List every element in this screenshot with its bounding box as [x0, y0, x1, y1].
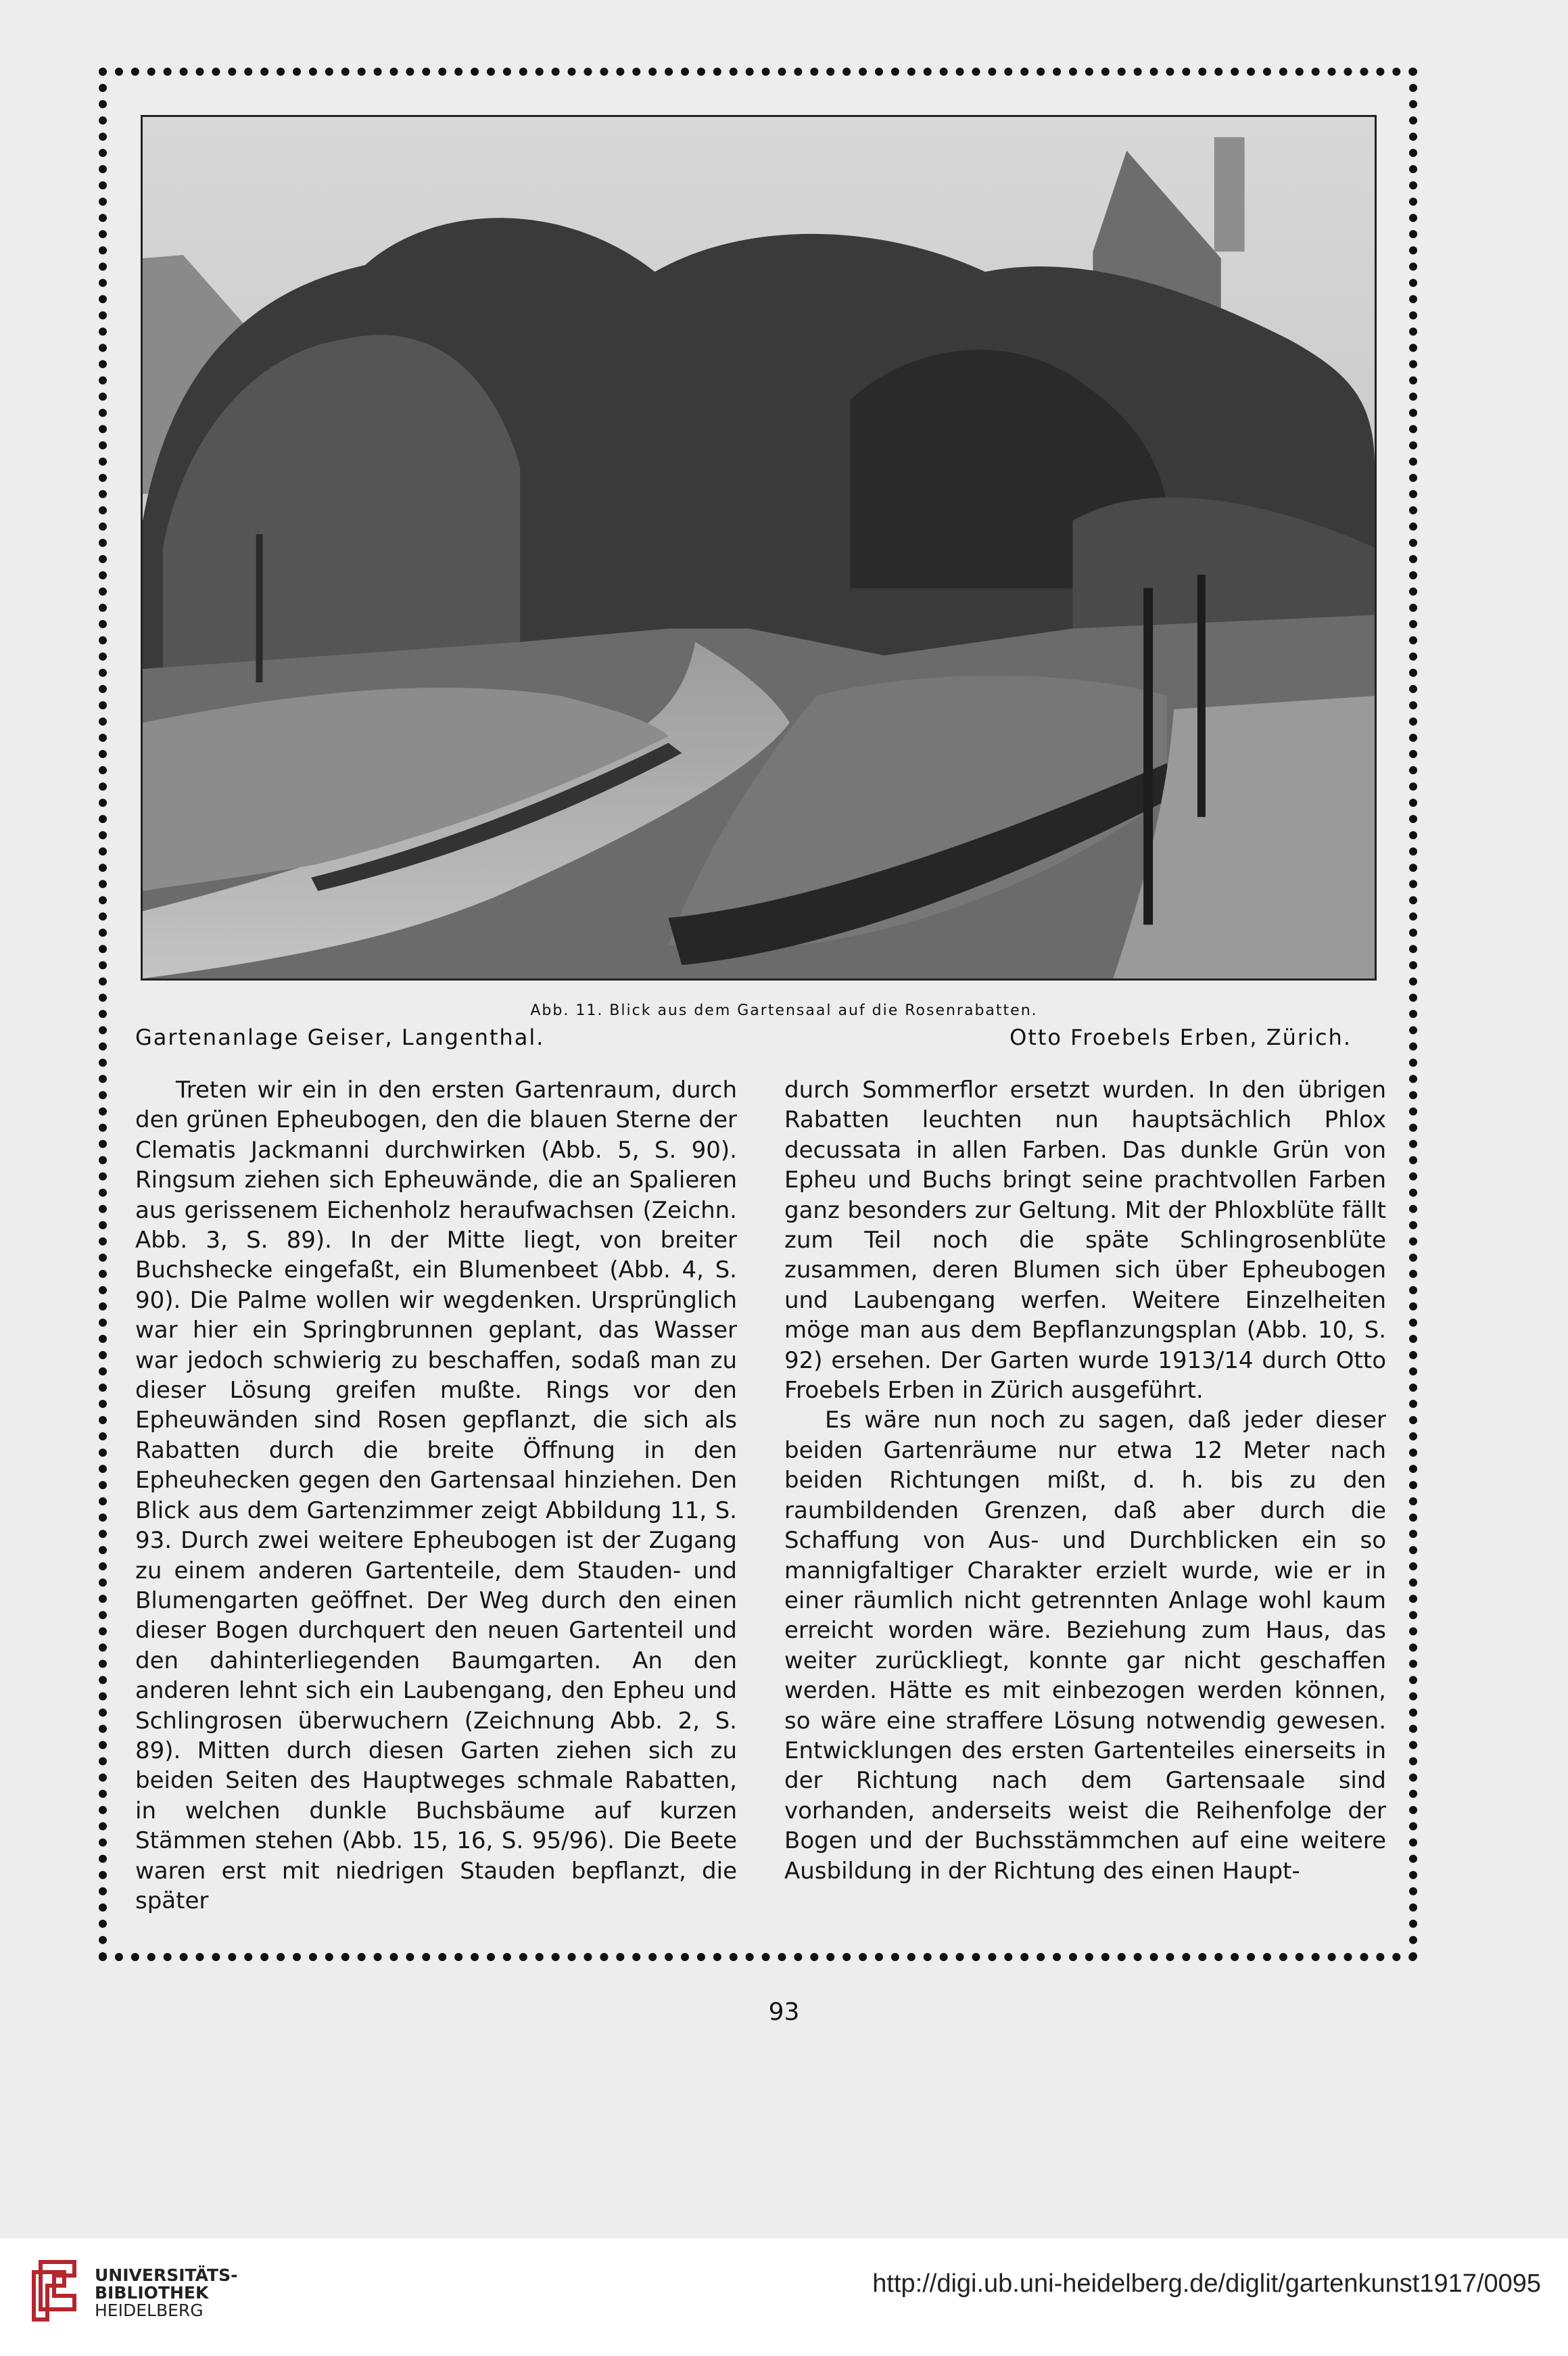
page-number: 93: [768, 1998, 800, 2026]
paragraph: Treten wir ein in den ersten Gartenraum, durch den grünen Epheubogen, den die blauen Sterne der Clematis Jackmanni durchwirken (Abb. 5, S. 90). Ringsum ziehen sich Epheuwände, die an Spalieren aus gerissenem Eichenholz heraufwachsen (Zeichn. Abb. 3, S. 89). In der Mitte liegt, von breiter Buchshecke eingefaßt, ein Blumenbeet (Abb. 4, S. 90). Die Palme wollen wir wegdenken. Ursprünglich war hier ein Springbrunnen geplant, das Wasser war jedoch schwierig zu beschaffen, sodaß man zu dieser Lösung greifen mußte. Rings vor den Epheuwänden sind Rosen gepflanzt, die sich als Rabatten durch die breite Öffnung in den Epheuhecken gegen den Gartensaal hinziehen. Den Blick aus dem Gartenzimmer zeigt Abbildung 11, S. 93. Durch zwei weitere Epheubogen ist der Zugang zu einem anderen Gartenteile, dem Stauden- und Blumengarten geöffnet. Der Weg durch den einen dieser Bogen durchquert den neuen Gartenteil und den dahinterliegenden Baumgarten. An den anderen lehnt sich ein Laubengang, den Epheu und Schlingrosen überwuchern (Zeichnung Abb. 2, S. 89). Mitten durch diesen Garten ziehen sich zu beiden Seiten des Hauptweges schmale Rabatten, in welchen dunkle Buchsbäume auf kurzen Stämmen stehen (Abb. 15, 16, S. 95/96). Die Beete waren erst mit niedrigen Stauden bepflanzt, die später: [135, 1077, 737, 1914]
library-name-line3: HEIDELBERG: [95, 2301, 204, 2320]
paragraph: durch Sommerflor ersetzt wurden. In den übrigen Rabatten leuchten nun hauptsächlich Phlox decussata in allen Farben. Das dunkle Grün von Epheu und Buchs bringt seine prachtvollen Farben ganz besonders zur Geltung. Mit der Phloxblüte fällt zum Teil noch die späte Schlingrosenblüte zusammen, deren Blumen sich über Epheubogen und Laubengang werfen. Weitere Einzelheiten möge man aus dem Bepflanzungsplan (Abb. 10, S. 92) ersehen. Der Garten wurde 1913/14 durch Otto Froebels Erben in Zürich ausgeführt.: [784, 1077, 1386, 1405]
figure-credit-author: Otto Froebels Erben, Zürich.: [1009, 1024, 1352, 1050]
garden-photograph: [141, 115, 1377, 981]
library-name-line2: BIBLIOTHEK: [95, 2283, 209, 2303]
paragraph: Es wäre nun noch zu sagen, daß jeder dieser beiden Gartenräume nur etwa 12 Meter nach beiden Richtungen mißt, d. h. bis zu den raumbildenden Grenzen, daß aber durch die Schaffung von Aus- und Durchblicken ein so mannigfaltiger Charakter erzielt wurde, wie er in einer räumlich nicht getrennten Anlage wohl kaum erreicht worden wäre. Beziehung zum Haus, das weiter zurückliegt, konnte gar nicht geschaffen werden. Hätte es mit einbezogen werden können, so wäre eine straffere Lösung notwendig gewesen. Entwicklungen des ersten Gartenteiles einerseits in der Richtung nach dem Gartensaale sind vorhanden, anderseits weist die Reihenfolge der Bogen und der Buchsstämmchen auf eine weitere Ausbildung in der Richtung des einen Haupt-: [784, 1407, 1386, 1885]
library-logo-icon: [27, 2255, 88, 2330]
text-column-left: [135, 1075, 737, 1916]
library-name-line1: UNIVERSITÄTS-: [95, 2265, 238, 2285]
library-name: [95, 2267, 237, 2319]
source-url-link[interactable]: http://digi.ub.uni-heidelberg.de/diglit/gartenkunst1917/0095: [872, 2269, 1541, 2298]
text-column-right: [784, 1075, 1386, 1886]
garden-photo-image: [143, 117, 1375, 979]
figure-credit-location: Gartenanlage Geiser, Langenthal.: [135, 1024, 545, 1050]
figure-caption: Abb. 11. Blick aus dem Gartensaal auf die Rosenrabatten.: [530, 1002, 1038, 1019]
